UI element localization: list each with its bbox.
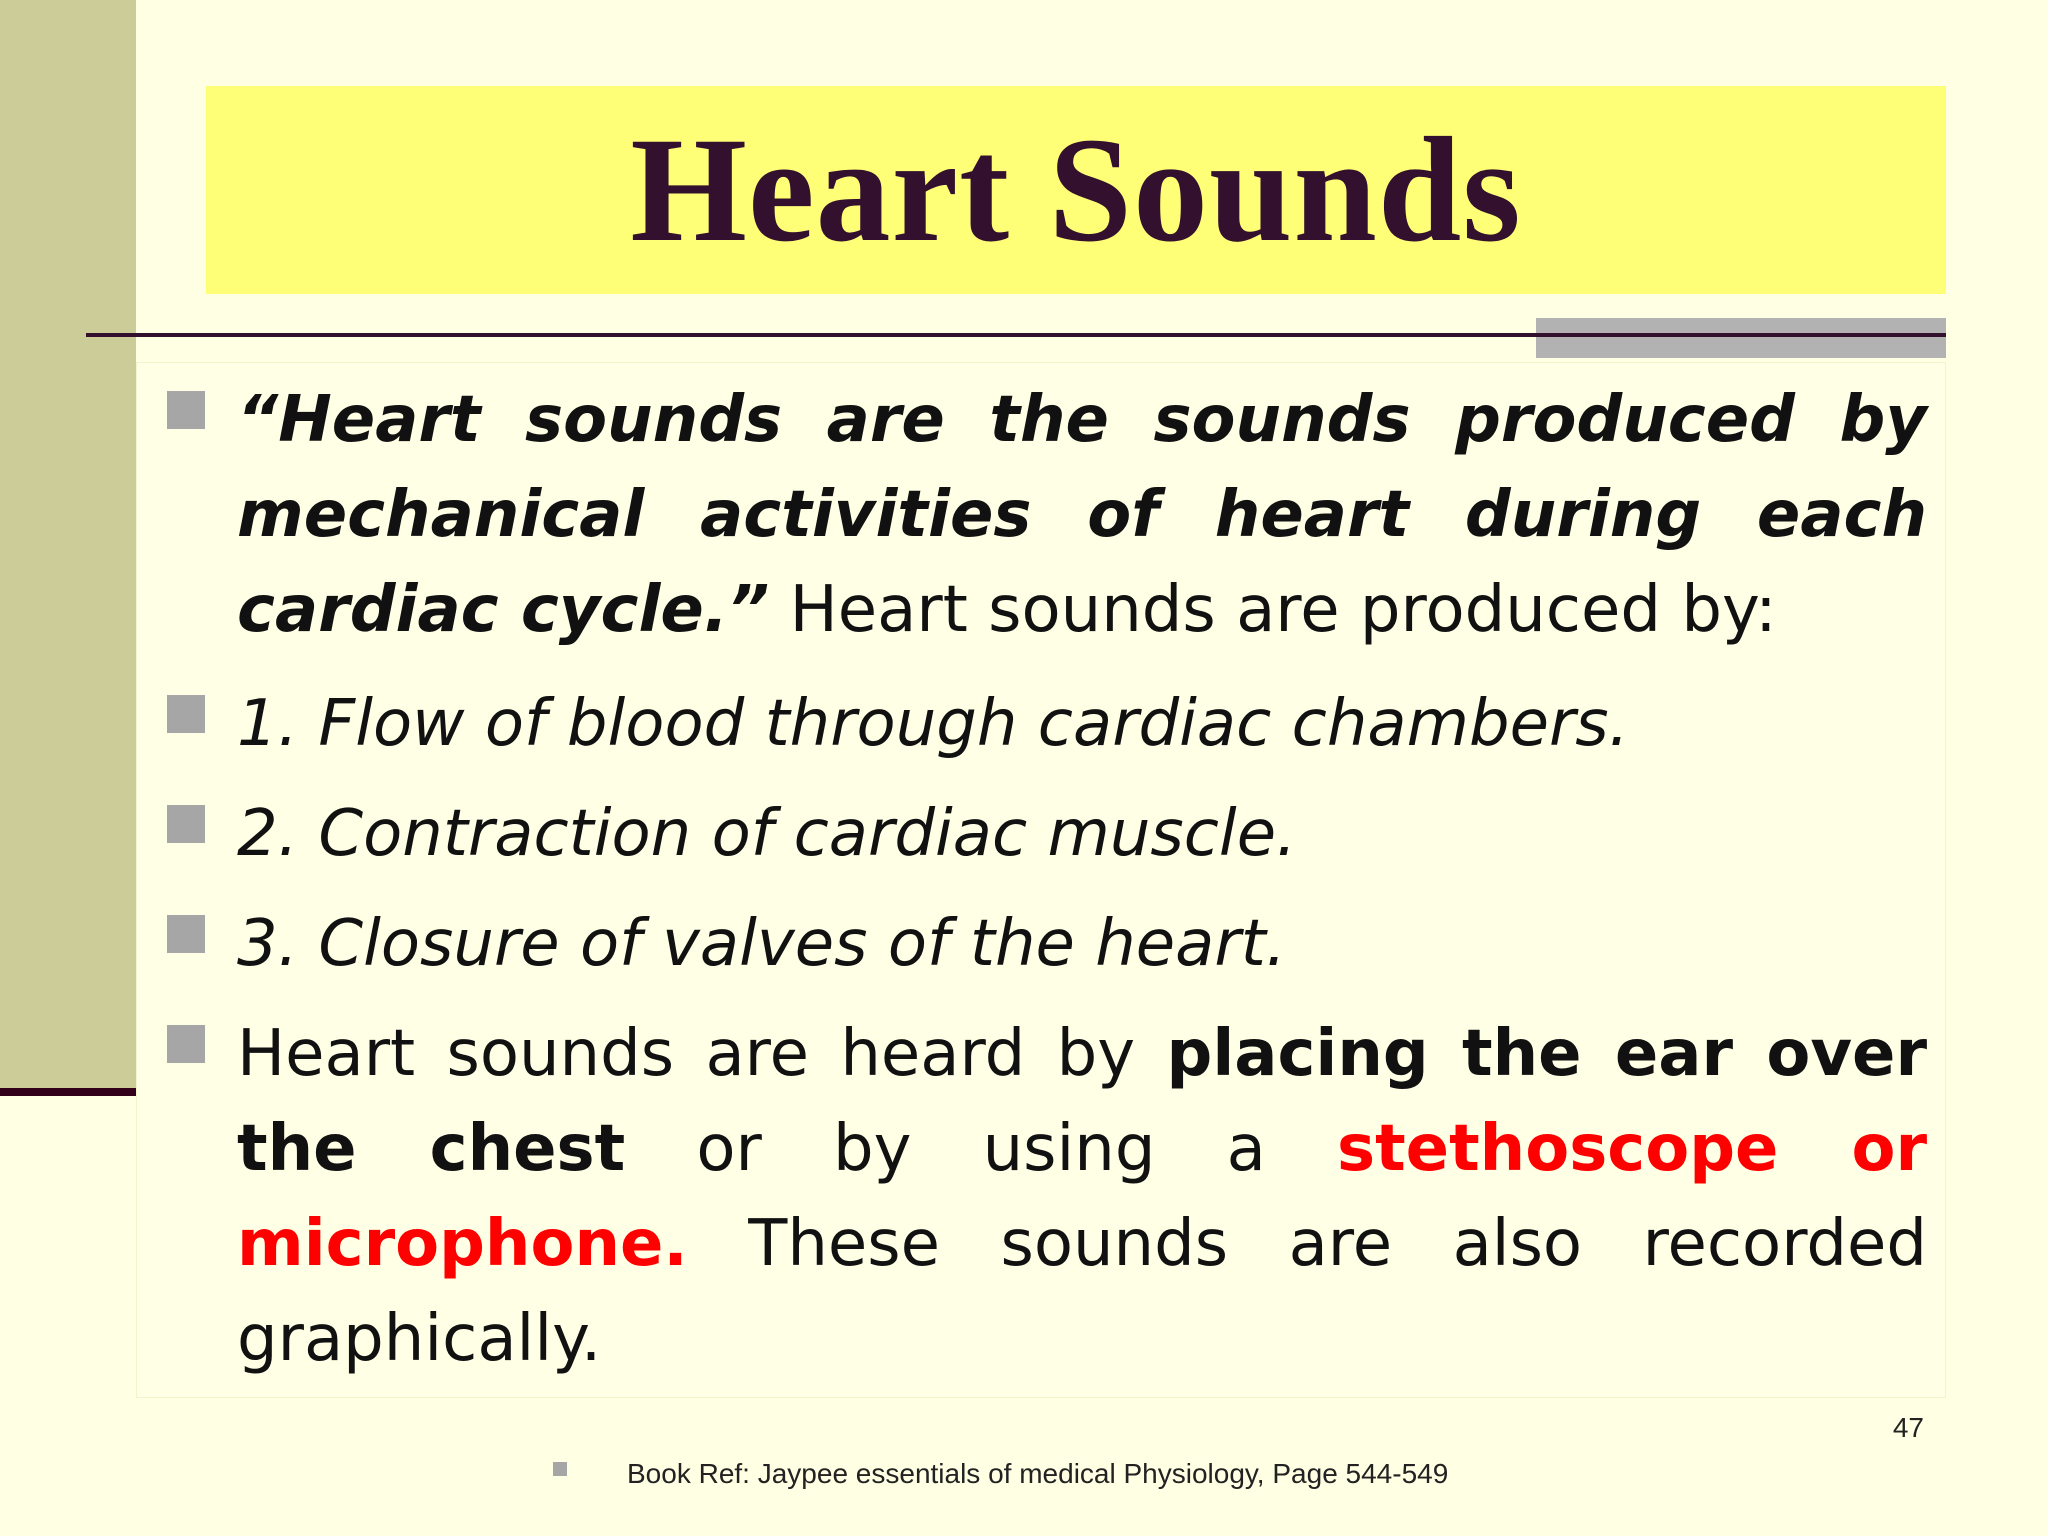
slide-title: Heart Sounds [630,107,1522,273]
bullet-square-icon [167,915,205,953]
bullet-square-icon [167,391,205,429]
bullet-definition [237,373,1927,658]
title-divider-accent [1536,318,1946,358]
bullet-square-icon [167,1025,205,1063]
footer-bullet-icon [553,1462,567,1476]
title-banner [206,86,1946,294]
definition-rest: Heart sounds are produced by: [769,573,1777,647]
page-number: 47 [1892,1412,1924,1443]
hearing-part1: Heart sounds are heard by [237,1017,1167,1091]
hearing-bold: placing the ear over the chest [237,1017,1928,1186]
bullet-item-3: 3. Closure of valves of the heart. [237,907,1287,981]
definition-quote: “Heart sounds are the sounds produced by mechanical activities of heart during each cardiac cycle.” [237,383,1927,647]
bullet-hearing [237,1007,1927,1387]
hearing-part3: or by using a [625,1112,1337,1186]
content-panel [136,362,1946,1398]
hearing-part5: These sounds are also recorded graphically. [237,1207,1927,1376]
title-divider-overlay [1536,333,1946,337]
side-strip [0,0,136,1088]
bullet-square-icon [167,695,205,733]
hearing-red: stethoscope or microphone. [237,1112,1928,1281]
bullet-square-icon [167,805,205,843]
book-reference: Book Ref: Jaypee essentials of medical Physiology, Page 544-549 [627,1458,1449,1489]
side-strip-underline [0,1088,136,1096]
bullet-item-2: 2. Contraction of cardiac muscle. [237,797,1297,871]
bullet-item-1: 1. Flow of blood through cardiac chambers. [237,687,1629,761]
